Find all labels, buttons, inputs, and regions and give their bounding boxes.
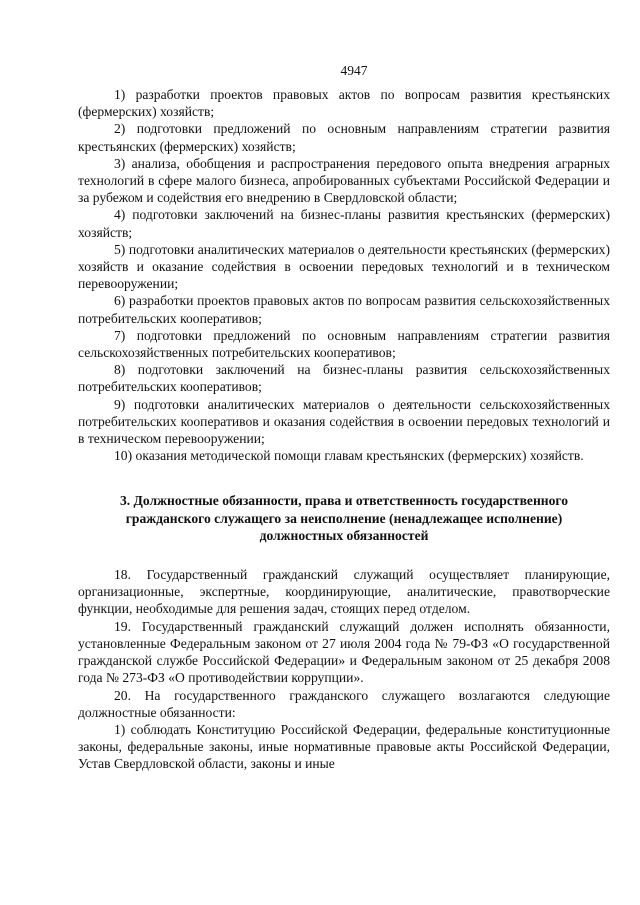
paragraph-20: 20. На государственного гражданского служащего возлагаются следующие должностные обязанности: bbox=[78, 687, 610, 720]
function-list bbox=[78, 86, 610, 464]
list-item-6: 6) разработки проектов правовых актов по вопросам развития сельскохозяйственных потребительских кооперативов; bbox=[78, 293, 610, 326]
section-body bbox=[78, 566, 610, 772]
list-item-3: 3) анализа, обобщения и распространения передового опыта внедрения аграрных технологий в сфере малого бизнеса, апробированных субъектами Российской Федерации и за рубежом и содействия его внедрению в Свердловской области; bbox=[78, 155, 610, 206]
list-item-4: 4) подготовки заключений на бизнес-планы развития крестьянских (фермерских) хозяйств; bbox=[78, 207, 610, 240]
duty-item-1: 1) соблюдать Конституцию Российской Федерации, федеральные конституционные законы, федеральные законы, иные нормативные правовые акты Российской Федерации, Устав Свердловской области, законы и иные bbox=[78, 721, 610, 772]
list-item-5: 5) подготовки аналитических материалов о деятельности крестьянских (фермерских) хозяйств и оказание содействия в освоении передовых технологий и в техническом перевооружении; bbox=[78, 241, 610, 292]
paragraph-18: 18. Государственный гражданский служащий осуществляет планирующие, организационные, экспертные, координирующие, аналитические, правотворческие функции, необходимые для решения задач, стоящих перед отделом. bbox=[78, 567, 610, 617]
list-item-7: 7) подготовки предложений по основным направлениям стратегии развития сельскохозяйственных потребительских кооперативов; bbox=[78, 327, 610, 361]
list-item-1: 1) разработки проектов правовых актов по вопросам развития крестьянских (фермерских) хозяйств; bbox=[78, 87, 610, 120]
list-item-9: 9) подготовки аналитических материалов о деятельности сельскохозяйственных потребительских кооперативов и оказания содействия в освоении передовых технологий и в техническом перевооружении; bbox=[78, 396, 610, 447]
list-item-2: 2) подготовки предложений по основным направлениям стратегии развития крестьянских (фермерских) хозяйств; bbox=[78, 121, 610, 154]
paragraph-19: 19. Государственный гражданский служащий должен исполнять обязанности, установленные Федеральным законом от 27 июля 2004 года № 79-ФЗ «О государственной гражданской службе Российской Федерации» и Федеральным законом от 25 декабря 2008 года № 273-ФЗ «О противодействии коррупции». bbox=[78, 618, 610, 686]
page-number: 4947 bbox=[340, 63, 368, 78]
list-item-8: 8) подготовки заключений на бизнес-планы развития сельскохозяйственных потребительских кооперативов; bbox=[78, 362, 610, 395]
section-heading: 3. Должностные обязанности, права и ответственность государственного гражданского служащего за неисполнение (ненадлежащее исполнение) должностных обязанностей bbox=[119, 493, 569, 543]
list-item-10: 10) оказания методической помощи главам крестьянских (фермерских) хозяйств. bbox=[114, 448, 584, 464]
